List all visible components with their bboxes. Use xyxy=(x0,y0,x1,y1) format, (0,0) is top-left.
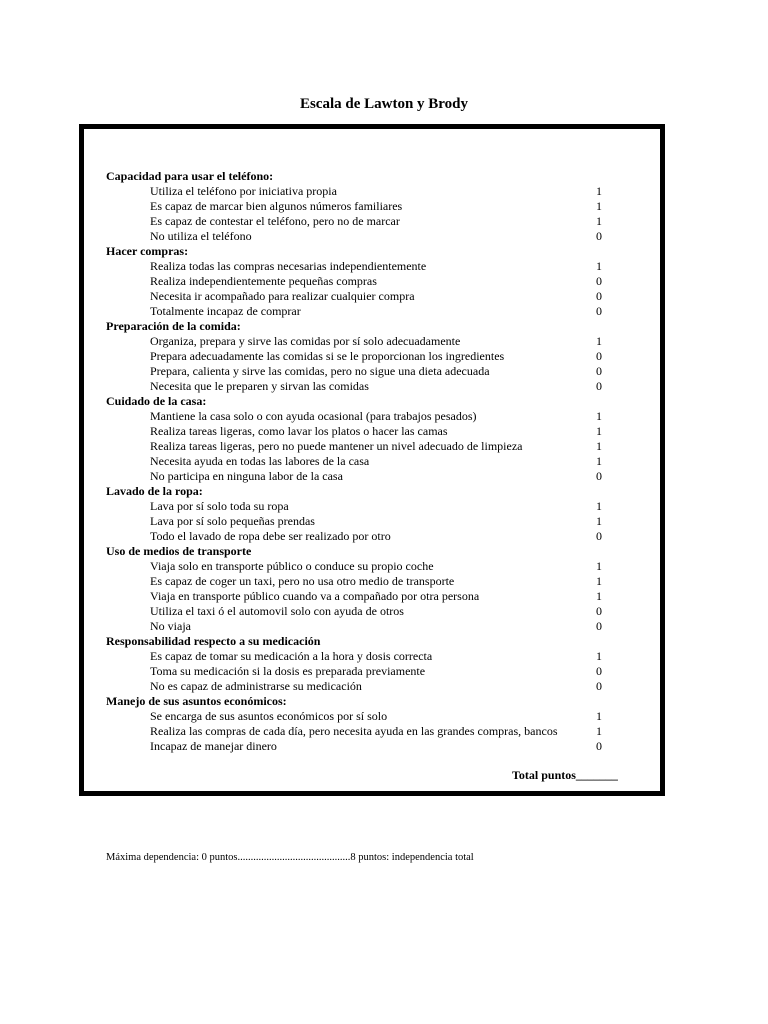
scale-item xyxy=(106,229,606,244)
item-score: 1 xyxy=(596,574,602,588)
item-label: Mantiene la casa solo o con ayuda ocasional (para trabajos pesados) xyxy=(150,409,477,423)
scoring-legend: Máxima dependencia: 0 puntos...........................................8 puntos: independencia total xyxy=(106,852,474,863)
item-score: 1 xyxy=(596,589,602,603)
item-score: 1 xyxy=(596,499,602,513)
scale-item xyxy=(106,439,606,454)
item-label: Es capaz de marcar bien algunos números familiares xyxy=(150,199,403,213)
scale-item xyxy=(106,454,606,469)
scale-box xyxy=(79,124,665,796)
total-points-label: Total puntos_______ xyxy=(512,768,618,782)
section-heading: Lavado de la ropa: xyxy=(106,484,203,498)
section-heading: Manejo de sus asuntos económicos: xyxy=(106,694,287,708)
item-score: 1 xyxy=(596,709,602,723)
item-score: 0 xyxy=(596,364,602,378)
scale-item xyxy=(106,709,606,724)
scale-item xyxy=(106,184,606,199)
scale-item xyxy=(106,304,606,319)
item-score: 1 xyxy=(596,259,602,273)
item-label: Todo el lavado de ropa debe ser realizado por otro xyxy=(150,529,391,543)
item-score: 1 xyxy=(596,424,602,438)
item-score: 1 xyxy=(596,199,602,213)
scale-item xyxy=(106,259,606,274)
item-label: Realiza tareas ligeras, pero no puede mantener un nivel adecuado de limpieza xyxy=(150,439,523,453)
item-label: Necesita ir acompañado para realizar cualquier compra xyxy=(150,289,415,303)
item-label: Prepara adecuadamente las comidas si se le proporcionan los ingredientes xyxy=(150,349,505,363)
item-label: No viaja xyxy=(150,619,191,633)
scale-item xyxy=(106,274,606,289)
item-label: Es capaz de contestar el teléfono, pero no de marcar xyxy=(150,214,400,228)
item-score: 0 xyxy=(596,379,602,393)
item-label: Lava por sí solo pequeñas prendas xyxy=(150,514,315,528)
item-score: 0 xyxy=(596,679,602,693)
scale-item xyxy=(106,349,606,364)
scale-item xyxy=(106,529,606,544)
item-score: 1 xyxy=(596,409,602,423)
item-label: No es capaz de administrarse su medicación xyxy=(150,679,362,693)
page-title: Escala de Lawton y Brody xyxy=(299,96,469,112)
item-label: Utiliza el teléfono por iniciativa propia xyxy=(150,184,337,198)
item-label: Viaja en transporte público cuando va a compañado por otra persona xyxy=(150,589,480,603)
item-score: 1 xyxy=(596,559,602,573)
scale-item xyxy=(106,409,606,424)
item-label: Realiza tareas ligeras, como lavar los platos o hacer las camas xyxy=(150,424,448,438)
section-heading: Responsabilidad respecto a su medicación xyxy=(106,634,321,648)
item-score: 0 xyxy=(596,469,602,483)
item-label: Realiza las compras de cada día, pero necesita ayuda en las grandes compras, bancos xyxy=(150,724,558,738)
scale-item xyxy=(106,514,606,529)
item-score: 0 xyxy=(596,229,602,243)
scale-item xyxy=(106,424,606,439)
item-label: Necesita ayuda en todas las labores de la casa xyxy=(150,454,370,468)
item-score: 0 xyxy=(596,529,602,543)
item-label: Se encarga de sus asuntos económicos por sí solo xyxy=(150,709,388,723)
item-label: Viaja solo en transporte público o conduce su propio coche xyxy=(150,559,434,573)
item-score: 0 xyxy=(596,349,602,363)
item-label: Totalmente incapaz de comprar xyxy=(150,304,301,318)
item-label: Necesita que le preparen y sirvan las comidas xyxy=(150,379,369,393)
item-score: 1 xyxy=(596,649,602,663)
scale-item xyxy=(106,379,606,394)
scale-item xyxy=(106,589,606,604)
item-score: 1 xyxy=(596,724,602,738)
item-score: 1 xyxy=(596,514,602,528)
scale-item xyxy=(106,739,606,754)
item-score: 0 xyxy=(596,664,602,678)
item-label: Realiza todas las compras necesarias independientemente xyxy=(150,259,427,273)
scale-item xyxy=(106,289,606,304)
scale-item xyxy=(106,334,606,349)
item-score: 0 xyxy=(596,604,602,618)
item-label: Es capaz de coger un taxi, pero no usa otro medio de transporte xyxy=(150,574,455,588)
item-score: 0 xyxy=(596,619,602,633)
scale-item xyxy=(106,499,606,514)
section-heading: Cuidado de la casa: xyxy=(106,394,207,408)
item-score: 1 xyxy=(596,334,602,348)
scale-item xyxy=(106,724,606,739)
item-score: 0 xyxy=(596,289,602,303)
scale-item xyxy=(106,364,606,379)
scale-item xyxy=(106,214,606,229)
item-label: No utiliza el teléfono xyxy=(150,229,252,243)
item-label: Prepara, calienta y sirve las comidas, pero no sigue una dieta adecuada xyxy=(150,364,490,378)
scale-item xyxy=(106,649,606,664)
item-score: 1 xyxy=(596,439,602,453)
item-label: Realiza independientemente pequeñas compras xyxy=(150,274,377,288)
item-score: 0 xyxy=(596,274,602,288)
item-label: Incapaz de manejar dinero xyxy=(150,739,277,753)
item-label: Es capaz de tomar su medicación a la hora y dosis correcta xyxy=(150,649,433,663)
item-label: No participa en ninguna labor de la casa xyxy=(150,469,343,483)
scale-item xyxy=(106,619,606,634)
item-score: 1 xyxy=(596,214,602,228)
item-score: 0 xyxy=(596,739,602,753)
scale-item xyxy=(106,559,606,574)
scale-item xyxy=(106,679,606,694)
scale-list xyxy=(106,169,606,754)
section-heading: Hacer compras: xyxy=(106,244,189,258)
scale-item xyxy=(106,199,606,214)
scale-item xyxy=(106,469,606,484)
item-score: 1 xyxy=(596,454,602,468)
scale-item xyxy=(106,604,606,619)
item-label: Organiza, prepara y sirve las comidas por sí solo adecuadamente xyxy=(150,334,461,348)
section-heading: Preparación de la comida: xyxy=(106,319,241,333)
item-score: 1 xyxy=(596,184,602,198)
scale-item xyxy=(106,664,606,679)
item-score: 0 xyxy=(596,304,602,318)
scale-item xyxy=(106,574,606,589)
section-heading: Capacidad para usar el teléfono: xyxy=(106,169,274,183)
section-heading: Uso de medios de transporte xyxy=(106,544,252,558)
item-label: Toma su medicación si la dosis es preparada previamente xyxy=(150,664,426,678)
item-label: Lava por sí solo toda su ropa xyxy=(150,499,289,513)
item-label: Utiliza el taxi ó el automovil solo con ayuda de otros xyxy=(150,604,404,618)
